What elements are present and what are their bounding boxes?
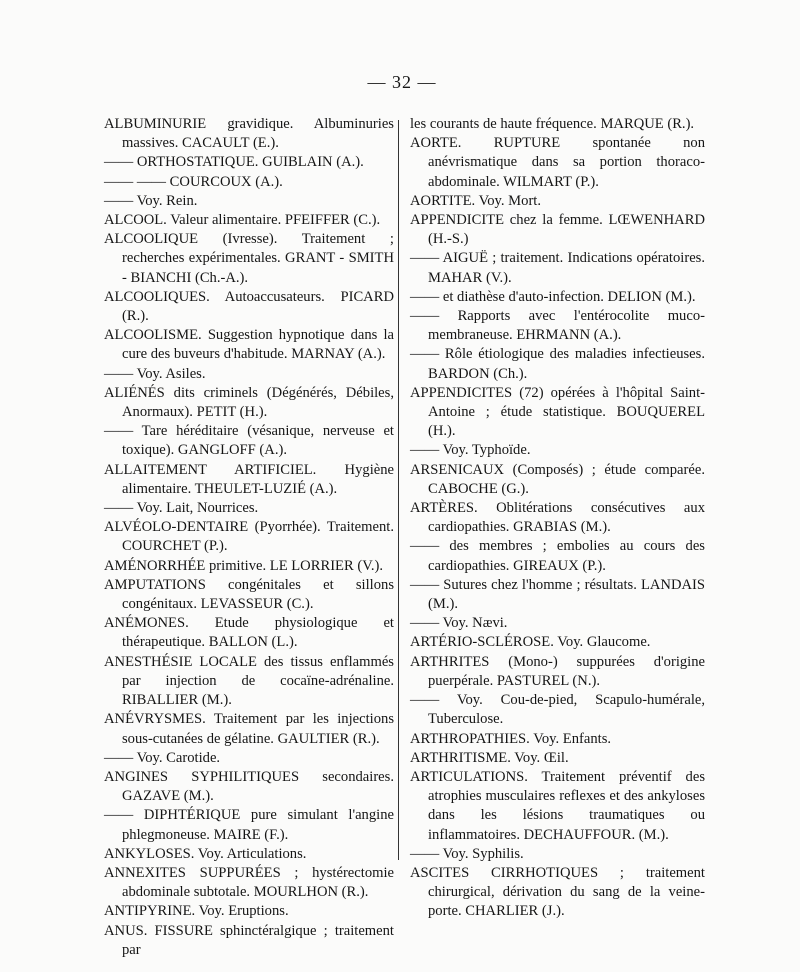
index-entry: —— Sutures chez l'homme ; résultats. LANDAIS (M.). [410,576,705,613]
index-entry: ANESTHÉSIE LOCALE des tissus enflammés par injection de cocaïne-adrénaline. RIBALLIER (M.). [104,653,394,709]
right-column [410,115,705,922]
index-entry: —— Voy. Typhoïde. [410,442,531,459]
index-entry: —— Voy. Syphilis. [410,845,524,862]
index-entry: —— Voy. Carotide. [104,749,221,766]
index-entry: AMÉNORRHÉE primitive. LE LORRIER (V.). [104,557,384,574]
index-entry: —— ORTHOSTATIQUE. GUIBLAIN (A.). [104,154,364,171]
index-entry: —— Rôle étiologique des maladies infectieuses. BARDON (Ch.). [410,346,705,382]
index-entry: ANNEXITES SUPPURÉES ; hystérectomie abdominale subtotale. MOURLHON (R.). [104,864,394,901]
index-entry: les courants de haute fréquence. MARQUE (R.). [410,116,695,132]
index-entry: ANÉVRYSMES. Traitement par les injections sous-cutanées de gélatine. GAULTIER (R.). [104,711,394,747]
index-entry: —— et diathèse d'auto-infection. DELION (M.). [410,288,696,305]
index-entry: —— Voy. Cou-de-pied, Scapulo-humérale, Tuberculose. [410,692,705,728]
index-entry: ANGINES SYPHILITIQUES secondaires. GAZAVE (M.). [104,768,394,805]
index-entry: —— —— COURCOUX (A.). [104,173,283,190]
index-entry: ALVÉOLO-DENTAIRE (Pyorrhée). Traitement. COURCHET (P.). [104,519,394,555]
index-entry: —— Voy. Nævi. [410,615,508,632]
index-entry: —— AIGUË ; traitement. Indications opératoires. MAHAR (V.). [410,250,705,286]
index-entry: —— Voy. Asiles. [104,365,206,382]
index-entry: ASCITES CIRRHOTIQUES ; traitement chirurgical, dérivation du sang de la veine-porte. CHARLIER (J.). [410,864,705,920]
index-entry: ARTHROPATHIES. Voy. Enfants. [410,730,612,747]
index-entry: ANUS. FISSURE sphinctéralgique ; traitement par [104,922,394,958]
index-entry: ALCOOLIQUE (Ivresse). Traitement ; recherches expérimentales. GRANT - SMITH - BIANCHI (Ch.-A.). [104,231,394,286]
index-entry: ALCOOLISME. Suggestion hypnotique dans la cure des buveurs d'habitude. MARNAY (A.). [104,327,394,363]
index-entry: ANÉMONES. Etude physiologique et thérapeutique. BALLON (L.). [104,615,394,651]
index-entry: ARTÈRES. Oblitérations consécutives aux cardiopathies. GRABIAS (M.). [410,500,705,536]
index-entry: —— Voy. Rein. [104,192,198,209]
index-entry: AMPUTATIONS congénitales et sillons congénitaux. LEVASSEUR (C.). [104,576,394,613]
index-entry: ALBUMINURIE gravidique. Albuminuries massives. CACAULT (E.). [104,116,394,152]
index-entry: —— Tare héréditaire (vésanique, nerveuse et toxique). GANGLOFF (A.). [104,423,394,459]
index-entry: AORTE. RUPTURE spontanée non anévrismatique dans sa portion thoraco-abdominale. WILMART (P.). [410,135,705,190]
page-number: — 32 — [367,72,437,92]
index-entry: ARSENICAUX (Composés) ; étude comparée. CABOCHE (G.). [410,461,705,497]
index-entry: —— Voy. Lait, Nourrices. [104,500,259,517]
index-entry: APPENDICITE chez la femme. LŒWENHARD (H.-S.) [410,212,705,248]
index-entry: ARTHRITES (Mono-) suppurées d'origine puerpérale. PASTUREL (N.). [410,653,705,689]
index-entry: ARTÉRIO-SCLÉROSE. Voy. Glaucome. [410,634,651,651]
index-entry: ARTICULATIONS. Traitement préventif des atrophies musculaires reflexes et des ankyloses dans les lésions traumatiques ou inflammatoires. DECHAUFFOUR. (M.). [410,768,705,843]
index-entry: ARTHRITISME. Voy. Œil. [410,749,569,766]
index-entry: —— Rapports avec l'entérocolite muco-membraneuse. EHRMANN (A.). [410,308,705,344]
left-column [104,115,394,960]
index-entry: ANKYLOSES. Voy. Articulations. [104,845,307,862]
index-entry: ALCOOL. Valeur alimentaire. PFEIFFER (C.). [104,212,381,229]
index-entry: APPENDICITES (72) opérées à l'hôpital Saint-Antoine ; étude statistique. BOUQUEREL (H.). [410,384,705,440]
index-entry: —— des membres ; embolies au cours des cardiopathies. GIREAUX (P.). [410,538,705,574]
index-entry: ANTIPYRINE. Voy. Eruptions. [104,903,289,920]
column-divider [398,120,399,860]
index-entry: —— DIPHTÉRIQUE pure simulant l'angine phlegmoneuse. MAIRE (F.). [104,807,394,843]
index-entry: AORTITE. Voy. Mort. [410,192,542,209]
index-entry: ALLAITEMENT ARTIFICIEL. Hygiène alimentaire. THEULET-LUZIÉ (A.). [104,461,394,497]
index-entry: ALIÉNÉS dits criminels (Dégénérés, Débiles, Anormaux). PETIT (H.). [104,384,394,421]
index-entry: ALCOOLIQUES. Autoaccusateurs. PICARD (R.). [104,288,394,325]
